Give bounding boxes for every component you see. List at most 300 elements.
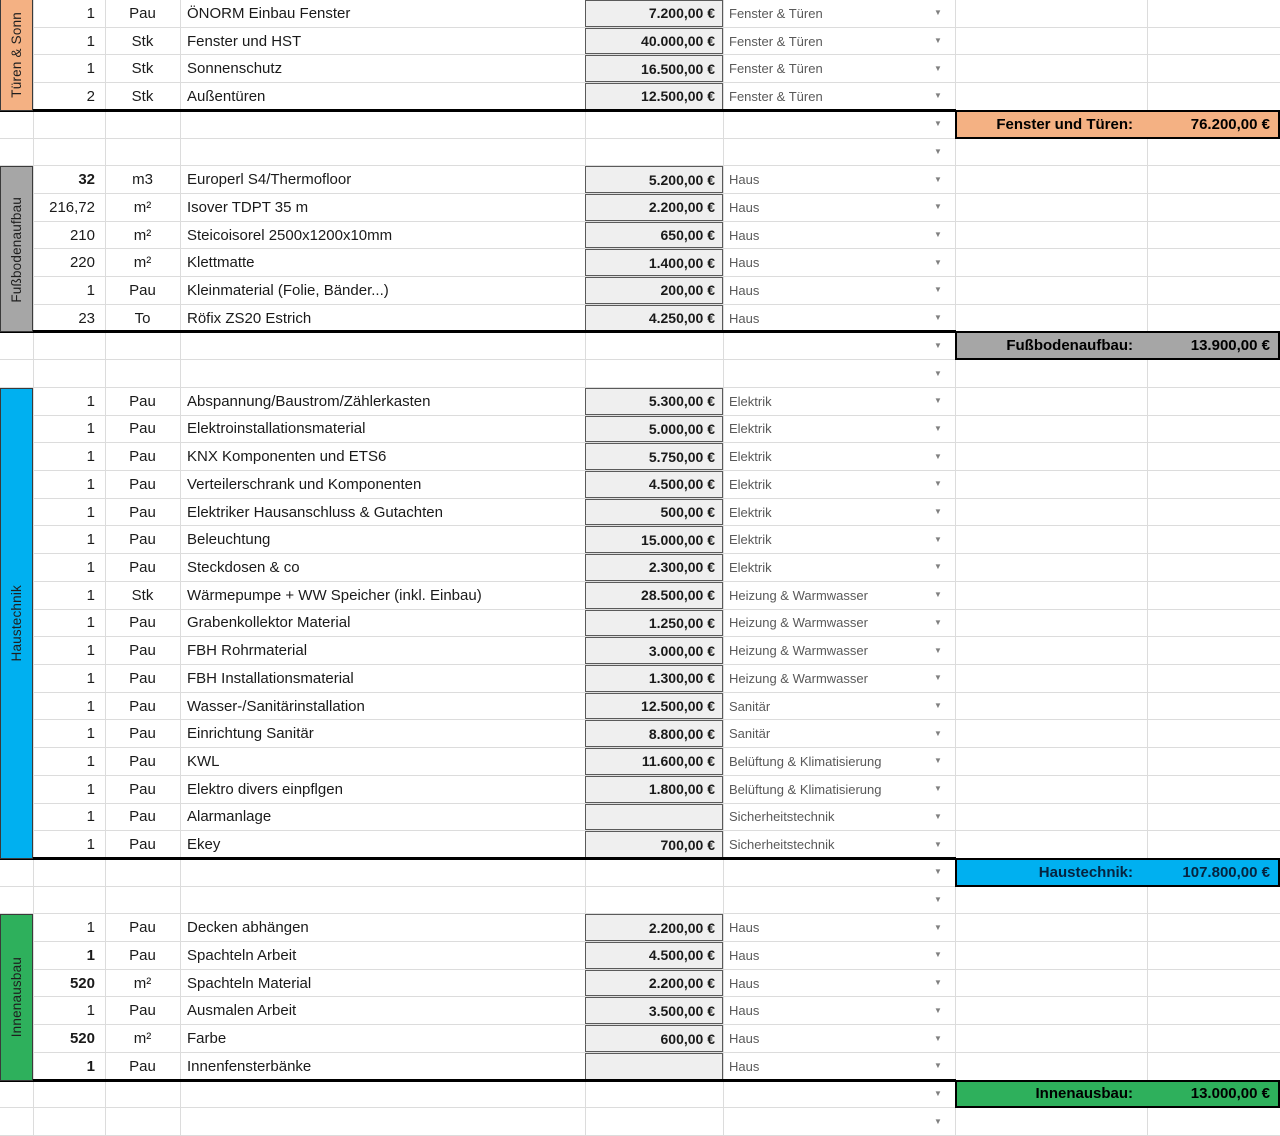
- desc-cell[interactable]: Kleinmaterial (Folie, Bänder...): [187, 281, 389, 299]
- summary-block: [955, 858, 1280, 887]
- sheet-row: [0, 748, 1280, 776]
- summary-label[interactable]: Fenster und Türen:: [996, 115, 1133, 133]
- sheet-row: [0, 55, 1280, 83]
- price-cell[interactable]: 200,00 €: [585, 277, 723, 304]
- category-dropdown[interactable]: Elektrik: [729, 532, 772, 548]
- category-dropdown[interactable]: Haus: [729, 310, 760, 326]
- chevron-down-icon: ▼: [934, 1033, 942, 1043]
- qty-cell[interactable]: 1: [86, 669, 95, 687]
- desc-cell[interactable]: Ekey: [187, 836, 221, 854]
- price-cell[interactable]: 2.200,00 €: [585, 194, 723, 221]
- category-dropdown[interactable]: Haus: [729, 227, 760, 243]
- price-cell[interactable]: 7.200,00 €: [585, 0, 723, 27]
- category-dropdown[interactable]: Heizung & Warmwasser: [729, 670, 868, 686]
- qty-cell[interactable]: 1: [86, 642, 95, 660]
- unit-cell[interactable]: Pau: [129, 1002, 156, 1020]
- unit-cell[interactable]: Pau: [129, 946, 156, 964]
- desc-cell[interactable]: Wärmepumpe + WW Speicher (inkl. Einbau): [187, 586, 482, 604]
- sheet-row: [0, 887, 1280, 915]
- chevron-down-icon: ▼: [934, 174, 942, 184]
- price-cell[interactable]: 40.000,00 €: [585, 28, 723, 55]
- price-cell[interactable]: 15.000,00 €: [585, 526, 723, 553]
- category-dropdown[interactable]: Elektrik: [729, 559, 772, 575]
- qty-cell[interactable]: 1: [86, 448, 95, 466]
- category-dropdown-button[interactable]: [925, 859, 951, 886]
- sheet-row: [0, 914, 1280, 942]
- desc-cell[interactable]: Einrichtung Sanitär: [187, 725, 314, 743]
- sheet-row: [0, 665, 1280, 693]
- price-cell[interactable]: 600,00 €: [585, 1025, 723, 1052]
- category-dropdown-button[interactable]: [925, 665, 951, 692]
- category-dropdown-button[interactable]: [925, 914, 951, 941]
- chevron-down-icon: ▼: [934, 756, 942, 766]
- chevron-down-icon: ▼: [934, 479, 942, 489]
- sheet-row: [0, 1025, 1280, 1053]
- category-dropdown-button[interactable]: [925, 499, 951, 526]
- unit-cell[interactable]: Pau: [129, 614, 156, 632]
- unit-cell[interactable]: Pau: [129, 392, 156, 410]
- qty-cell[interactable]: 1: [86, 919, 95, 937]
- desc-cell[interactable]: Steckdosen & co: [187, 558, 300, 576]
- unit-cell[interactable]: Pau: [129, 281, 156, 299]
- category-dropdown[interactable]: Belüftung & Klimatisierung: [729, 753, 882, 769]
- qty-cell[interactable]: 1: [86, 558, 95, 576]
- qty-cell[interactable]: 210: [69, 226, 95, 244]
- unit-cell[interactable]: Pau: [129, 725, 156, 743]
- unit-cell[interactable]: m²: [133, 974, 152, 992]
- qty-cell[interactable]: 1: [86, 725, 95, 743]
- section-bar-label: Innenausbau: [9, 957, 24, 1038]
- desc-cell[interactable]: Klettmatte: [187, 254, 255, 272]
- qty-cell[interactable]: 1: [86, 420, 95, 438]
- category-dropdown-button[interactable]: [925, 305, 951, 332]
- unit-cell[interactable]: Pau: [129, 780, 156, 798]
- price-cell[interactable]: 1.400,00 €: [585, 249, 723, 276]
- section-bar-label: Fußbodenaufbau: [9, 196, 24, 303]
- qty-cell[interactable]: 1: [86, 614, 95, 632]
- qty-cell[interactable]: 1: [86, 32, 95, 50]
- category-dropdown[interactable]: Elektrik: [729, 449, 772, 465]
- summary-value[interactable]: 107.800,00 €: [1182, 863, 1270, 881]
- category-dropdown[interactable]: Heizung & Warmwasser: [729, 643, 868, 659]
- chevron-down-icon: ▼: [934, 202, 942, 212]
- qty-cell[interactable]: 2: [86, 87, 95, 105]
- unit-cell[interactable]: Pau: [129, 919, 156, 937]
- chevron-down-icon: ▼: [934, 423, 942, 433]
- qty-cell[interactable]: 1: [86, 946, 95, 964]
- chevron-down-icon: ▼: [934, 146, 942, 156]
- category-dropdown-button[interactable]: [925, 554, 951, 581]
- sheet-row: [0, 610, 1280, 638]
- category-dropdown[interactable]: Haus: [729, 1058, 760, 1074]
- summary-block: [955, 1080, 1280, 1109]
- category-dropdown[interactable]: Sanitär: [729, 698, 771, 714]
- price-cell[interactable]: 2.200,00 €: [585, 970, 723, 997]
- unit-cell[interactable]: Pau: [129, 697, 156, 715]
- summary-label[interactable]: Haustechnik:: [1038, 863, 1133, 881]
- chevron-down-icon: ▼: [934, 313, 942, 323]
- chevron-down-icon: ▼: [934, 230, 942, 239]
- category-dropdown-button[interactable]: [925, 1053, 951, 1080]
- chevron-down-icon: ▼: [934, 867, 942, 877]
- chevron-down-icon: ▼: [934, 645, 942, 655]
- category-dropdown[interactable]: Haus: [729, 947, 760, 963]
- unit-cell[interactable]: Pau: [129, 642, 156, 660]
- sheet-row: [0, 693, 1280, 721]
- price-cell[interactable]: 4.500,00 €: [585, 471, 723, 498]
- unit-cell[interactable]: Pau: [129, 4, 156, 22]
- category-dropdown-button[interactable]: [925, 0, 951, 27]
- unit-cell[interactable]: Stk: [131, 60, 154, 78]
- category-dropdown-button[interactable]: [925, 139, 951, 166]
- price-cell[interactable]: 5.200,00 €: [585, 166, 723, 193]
- sheet-row: [0, 166, 1280, 194]
- category-dropdown-button[interactable]: [925, 693, 951, 720]
- summary-value[interactable]: 76.200,00 €: [1190, 115, 1270, 133]
- sheet-row: [0, 582, 1280, 610]
- price-cell[interactable]: [585, 1053, 723, 1080]
- sheet-row: [0, 416, 1280, 444]
- category-dropdown[interactable]: Fenster & Türen: [729, 88, 823, 104]
- category-dropdown[interactable]: Haus: [729, 199, 760, 215]
- qty-cell[interactable]: 23: [78, 309, 95, 327]
- category-dropdown[interactable]: Haus: [729, 1003, 760, 1019]
- price-cell[interactable]: 1.250,00 €: [585, 610, 723, 637]
- sheet-row: [0, 139, 1280, 167]
- price-cell[interactable]: 2.300,00 €: [585, 554, 723, 581]
- summary-label[interactable]: Innenausbau:: [1035, 1085, 1133, 1103]
- desc-cell[interactable]: Innenfensterbänke: [187, 1057, 312, 1075]
- category-dropdown-button[interactable]: [925, 748, 951, 775]
- sheet-row: [0, 1108, 1280, 1136]
- desc-cell[interactable]: FBH Rohrmaterial: [187, 642, 308, 660]
- section-bar[interactable]: [0, 914, 33, 1080]
- desc-cell[interactable]: KWL: [187, 752, 220, 770]
- category-dropdown-button[interactable]: [925, 942, 951, 969]
- qty-cell[interactable]: 32: [78, 171, 95, 189]
- desc-cell[interactable]: Alarmanlage: [187, 808, 272, 826]
- sheet-row: [0, 1081, 1280, 1109]
- category-dropdown[interactable]: Elektrik: [729, 421, 772, 437]
- chevron-down-icon: ▼: [934, 257, 942, 267]
- sheet-row: [0, 332, 1280, 360]
- price-cell[interactable]: 12.500,00 €: [585, 83, 723, 110]
- unit-cell[interactable]: Pau: [129, 503, 156, 521]
- category-dropdown-button[interactable]: [925, 194, 951, 221]
- price-cell[interactable]: 5.750,00 €: [585, 443, 723, 470]
- desc-cell[interactable]: Sonnenschutz: [187, 60, 283, 78]
- summary-value[interactable]: 13.900,00 €: [1190, 337, 1270, 355]
- chevron-down-icon: ▼: [934, 894, 942, 904]
- unit-cell[interactable]: m²: [133, 198, 152, 216]
- category-dropdown-button[interactable]: [925, 610, 951, 637]
- unit-cell[interactable]: m²: [133, 254, 152, 272]
- sheet-row: [0, 249, 1280, 277]
- qty-cell[interactable]: 1: [86, 586, 95, 604]
- price-cell[interactable]: 500,00 €: [585, 499, 723, 526]
- chevron-down-icon: ▼: [934, 950, 942, 960]
- qty-cell[interactable]: 1: [86, 780, 95, 798]
- category-dropdown[interactable]: Belüftung & Klimatisierung: [729, 781, 882, 797]
- unit-cell[interactable]: Stk: [131, 87, 154, 105]
- unit-cell[interactable]: To: [134, 309, 151, 327]
- price-cell[interactable]: 2.200,00 €: [585, 914, 723, 941]
- category-dropdown[interactable]: Fenster & Türen: [729, 5, 823, 21]
- summary-value[interactable]: 13.000,00 €: [1190, 1085, 1270, 1103]
- chevron-down-icon: ▼: [934, 119, 942, 129]
- qty-cell[interactable]: 520: [69, 1030, 95, 1047]
- chevron-down-icon: ▼: [934, 728, 942, 738]
- price-cell[interactable]: 11.600,00 €: [585, 748, 723, 775]
- sheet-row: [0, 1053, 1280, 1081]
- category-dropdown-button[interactable]: [925, 55, 951, 82]
- price-cell[interactable]: 16.500,00 €: [585, 55, 723, 82]
- category-dropdown-button[interactable]: [925, 360, 951, 387]
- chevron-down-icon: ▼: [934, 396, 942, 406]
- qty-cell[interactable]: 1: [86, 808, 95, 826]
- sheet-row: [0, 0, 1280, 28]
- desc-cell[interactable]: Außentüren: [187, 87, 266, 105]
- chevron-down-icon: ▼: [934, 534, 942, 544]
- qty-cell[interactable]: 1: [86, 697, 95, 715]
- sheet-row: [0, 388, 1280, 416]
- price-cell[interactable]: 4.500,00 €: [585, 942, 723, 969]
- qty-cell[interactable]: 1: [86, 531, 95, 549]
- category-dropdown-button[interactable]: [925, 831, 951, 858]
- category-dropdown[interactable]: Haus: [729, 255, 760, 271]
- chevron-down-icon: ▼: [934, 784, 942, 794]
- category-dropdown-button[interactable]: [925, 582, 951, 609]
- price-cell[interactable]: 3.500,00 €: [585, 997, 723, 1024]
- unit-cell[interactable]: Pau: [129, 669, 156, 687]
- chevron-down-icon: ▼: [934, 811, 942, 821]
- chevron-down-icon: ▼: [934, 340, 942, 350]
- desc-cell[interactable]: KNX Komponenten und ETS6: [187, 448, 387, 466]
- category-dropdown-button[interactable]: [925, 83, 951, 110]
- qty-cell[interactable]: 1: [86, 281, 95, 299]
- category-dropdown[interactable]: Haus: [729, 975, 760, 991]
- chevron-down-icon: ▼: [934, 91, 942, 101]
- category-dropdown-button[interactable]: [925, 970, 951, 997]
- desc-cell[interactable]: Elektriker Hausanschluss & Gutachten: [187, 503, 443, 521]
- sheet-row: [0, 499, 1280, 527]
- price-cell[interactable]: 8.800,00 €: [585, 720, 723, 747]
- sheet-row: [0, 305, 1280, 333]
- chevron-down-icon: ▼: [934, 1061, 942, 1071]
- price-cell[interactable]: 4.250,00 €: [585, 305, 723, 332]
- qty-cell[interactable]: 1: [86, 1002, 95, 1020]
- price-cell[interactable]: 28.500,00 €: [585, 582, 723, 609]
- price-cell[interactable]: 700,00 €: [585, 831, 723, 858]
- sheet-row: [0, 831, 1280, 859]
- chevron-down-icon: ▼: [934, 451, 942, 461]
- unit-cell[interactable]: Pau: [129, 836, 156, 854]
- category-dropdown-button[interactable]: [925, 416, 951, 443]
- qty-cell[interactable]: 1: [86, 392, 95, 410]
- category-dropdown[interactable]: Heizung & Warmwasser: [729, 587, 868, 603]
- desc-cell[interactable]: Elektro divers einpflgen: [187, 780, 343, 798]
- desc-cell[interactable]: FBH Installationsmaterial: [187, 669, 354, 687]
- unit-cell[interactable]: Pau: [129, 808, 156, 826]
- unit-cell[interactable]: Pau: [129, 475, 156, 493]
- unit-cell[interactable]: Stk: [131, 32, 154, 50]
- desc-cell[interactable]: Fenster und HST: [187, 32, 302, 50]
- chevron-down-icon: ▼: [934, 978, 942, 988]
- summary-block: [955, 331, 1280, 360]
- sheet-row: [0, 804, 1280, 832]
- desc-cell[interactable]: ÖNORM Einbau Fenster: [187, 4, 351, 22]
- desc-cell[interactable]: Ausmalen Arbeit: [187, 1002, 297, 1020]
- category-dropdown[interactable]: Haus: [729, 920, 760, 936]
- desc-cell[interactable]: Elektroinstallationsmaterial: [187, 420, 366, 438]
- desc-cell[interactable]: Spachteln Material: [187, 974, 312, 992]
- price-cell[interactable]: 5.300,00 €: [585, 388, 723, 415]
- price-cell[interactable]: 1.300,00 €: [585, 665, 723, 692]
- category-dropdown-button[interactable]: [925, 28, 951, 55]
- desc-cell[interactable]: Röfix ZS20 Estrich: [187, 309, 312, 327]
- section-bar[interactable]: [0, 0, 33, 111]
- category-dropdown[interactable]: Haus: [729, 172, 760, 188]
- desc-cell[interactable]: Farbe: [187, 1030, 227, 1047]
- category-dropdown[interactable]: Sanitär: [729, 726, 771, 742]
- sheet-row: [0, 942, 1280, 970]
- category-dropdown-button[interactable]: [925, 471, 951, 498]
- chevron-down-icon: ▼: [934, 1088, 942, 1098]
- chevron-down-icon: ▼: [934, 368, 942, 378]
- chevron-down-icon: ▼: [934, 8, 942, 18]
- price-cell[interactable]: 5.000,00 €: [585, 416, 723, 443]
- category-dropdown[interactable]: Fenster & Türen: [729, 33, 823, 49]
- chevron-down-icon: ▼: [934, 1005, 942, 1015]
- qty-cell[interactable]: 220: [69, 254, 95, 272]
- sheet-row: [0, 471, 1280, 499]
- category-dropdown-button[interactable]: [925, 222, 951, 249]
- category-dropdown-button[interactable]: [925, 332, 951, 359]
- chevron-down-icon: ▼: [934, 673, 942, 683]
- desc-cell[interactable]: Steicoisorel 2500x1200x10mm: [187, 226, 393, 244]
- desc-cell[interactable]: Wasser-/Sanitärinstallation: [187, 697, 365, 715]
- category-dropdown-button[interactable]: [925, 111, 951, 138]
- chevron-down-icon: ▼: [934, 922, 942, 932]
- category-dropdown-button[interactable]: [925, 1108, 951, 1135]
- category-dropdown-button[interactable]: [925, 887, 951, 914]
- sheet-row: [0, 194, 1280, 222]
- sheet-row: [0, 360, 1280, 388]
- category-dropdown-button[interactable]: [925, 1081, 951, 1108]
- category-dropdown[interactable]: Heizung & Warmwasser: [729, 615, 868, 631]
- qty-cell[interactable]: 1: [86, 503, 95, 521]
- chevron-down-icon: ▼: [934, 63, 942, 73]
- summary-label[interactable]: Fußbodenaufbau:: [1006, 337, 1133, 355]
- category-dropdown-button[interactable]: [925, 277, 951, 304]
- summary-block: [955, 110, 1280, 139]
- qty-cell[interactable]: 216,72: [49, 198, 95, 216]
- category-dropdown[interactable]: Fenster & Türen: [729, 61, 823, 77]
- unit-cell[interactable]: Pau: [129, 558, 156, 576]
- section-bar[interactable]: [0, 388, 33, 859]
- desc-cell[interactable]: Isover TDPT 35 m: [187, 198, 309, 216]
- category-dropdown[interactable]: Haus: [729, 1031, 760, 1046]
- category-dropdown-button[interactable]: [925, 804, 951, 831]
- price-cell[interactable]: 12.500,00 €: [585, 693, 723, 720]
- sheet-row: [0, 28, 1280, 56]
- sheet-row: [0, 111, 1280, 139]
- unit-cell[interactable]: Pau: [129, 752, 156, 770]
- category-dropdown-button[interactable]: [925, 720, 951, 747]
- desc-cell[interactable]: Abspannung/Baustrom/Zählerkasten: [187, 392, 431, 410]
- chevron-down-icon: ▼: [934, 1116, 942, 1126]
- unit-cell[interactable]: m3: [132, 171, 153, 189]
- category-dropdown-button[interactable]: [925, 637, 951, 664]
- qty-cell[interactable]: 1: [86, 1057, 95, 1075]
- qty-cell[interactable]: 1: [86, 836, 95, 854]
- qty-cell[interactable]: 520: [69, 974, 95, 992]
- price-cell[interactable]: 1.800,00 €: [585, 776, 723, 803]
- category-dropdown-button[interactable]: [925, 776, 951, 803]
- chevron-down-icon: ▼: [934, 617, 942, 627]
- section-bar-label: Haustechnik: [9, 585, 24, 662]
- category-dropdown-button[interactable]: [925, 249, 951, 276]
- sheet-row: [0, 83, 1280, 111]
- desc-cell[interactable]: Verteilerschrank und Komponenten: [187, 475, 422, 493]
- desc-cell[interactable]: Spachteln Arbeit: [187, 946, 297, 964]
- category-dropdown[interactable]: Sicherheitstechnik: [729, 837, 835, 853]
- unit-cell[interactable]: Pau: [129, 1057, 156, 1075]
- price-cell[interactable]: 650,00 €: [585, 222, 723, 249]
- unit-cell[interactable]: Stk: [131, 586, 154, 604]
- qty-cell[interactable]: 1: [86, 4, 95, 22]
- category-dropdown-button[interactable]: [925, 166, 951, 193]
- price-cell[interactable]: [585, 804, 723, 831]
- desc-cell[interactable]: Grabenkollektor Material: [187, 614, 351, 632]
- desc-cell[interactable]: Beleuchtung: [187, 531, 271, 549]
- sheet-row: [0, 443, 1280, 471]
- chevron-down-icon: ▼: [934, 507, 942, 517]
- unit-cell[interactable]: m²: [133, 1030, 152, 1047]
- category-dropdown-button[interactable]: [925, 526, 951, 553]
- category-dropdown[interactable]: Elektrik: [729, 393, 772, 409]
- chevron-down-icon: ▼: [934, 590, 942, 600]
- qty-cell[interactable]: 1: [86, 475, 95, 493]
- category-dropdown-button[interactable]: [925, 443, 951, 470]
- category-dropdown[interactable]: Elektrik: [729, 504, 772, 520]
- price-cell[interactable]: 3.000,00 €: [585, 637, 723, 664]
- sheet-row: [0, 997, 1280, 1025]
- desc-cell[interactable]: Europerl S4/Thermofloor: [187, 171, 352, 189]
- category-dropdown-button[interactable]: [925, 388, 951, 415]
- category-dropdown[interactable]: Elektrik: [729, 476, 772, 492]
- qty-cell[interactable]: 1: [86, 60, 95, 78]
- chevron-down-icon: ▼: [934, 701, 942, 711]
- section-bar[interactable]: [0, 166, 33, 332]
- category-dropdown[interactable]: Sicherheitstechnik: [729, 809, 835, 825]
- sheet-row: [0, 277, 1280, 305]
- qty-cell[interactable]: 1: [86, 752, 95, 770]
- category-dropdown-button[interactable]: [925, 1025, 951, 1052]
- category-dropdown-button[interactable]: [925, 997, 951, 1024]
- unit-cell[interactable]: Pau: [129, 531, 156, 549]
- category-dropdown[interactable]: Haus: [729, 282, 760, 298]
- chevron-down-icon: ▼: [934, 839, 942, 849]
- sheet-row: [0, 526, 1280, 554]
- sheet-row: [0, 970, 1280, 998]
- unit-cell[interactable]: Pau: [129, 420, 156, 438]
- unit-cell[interactable]: m²: [133, 226, 152, 244]
- desc-cell[interactable]: Decken abhängen: [187, 919, 309, 937]
- unit-cell[interactable]: Pau: [129, 448, 156, 466]
- section-bar-label: Türen & Sonn: [9, 12, 24, 98]
- sheet-row: [0, 222, 1280, 250]
